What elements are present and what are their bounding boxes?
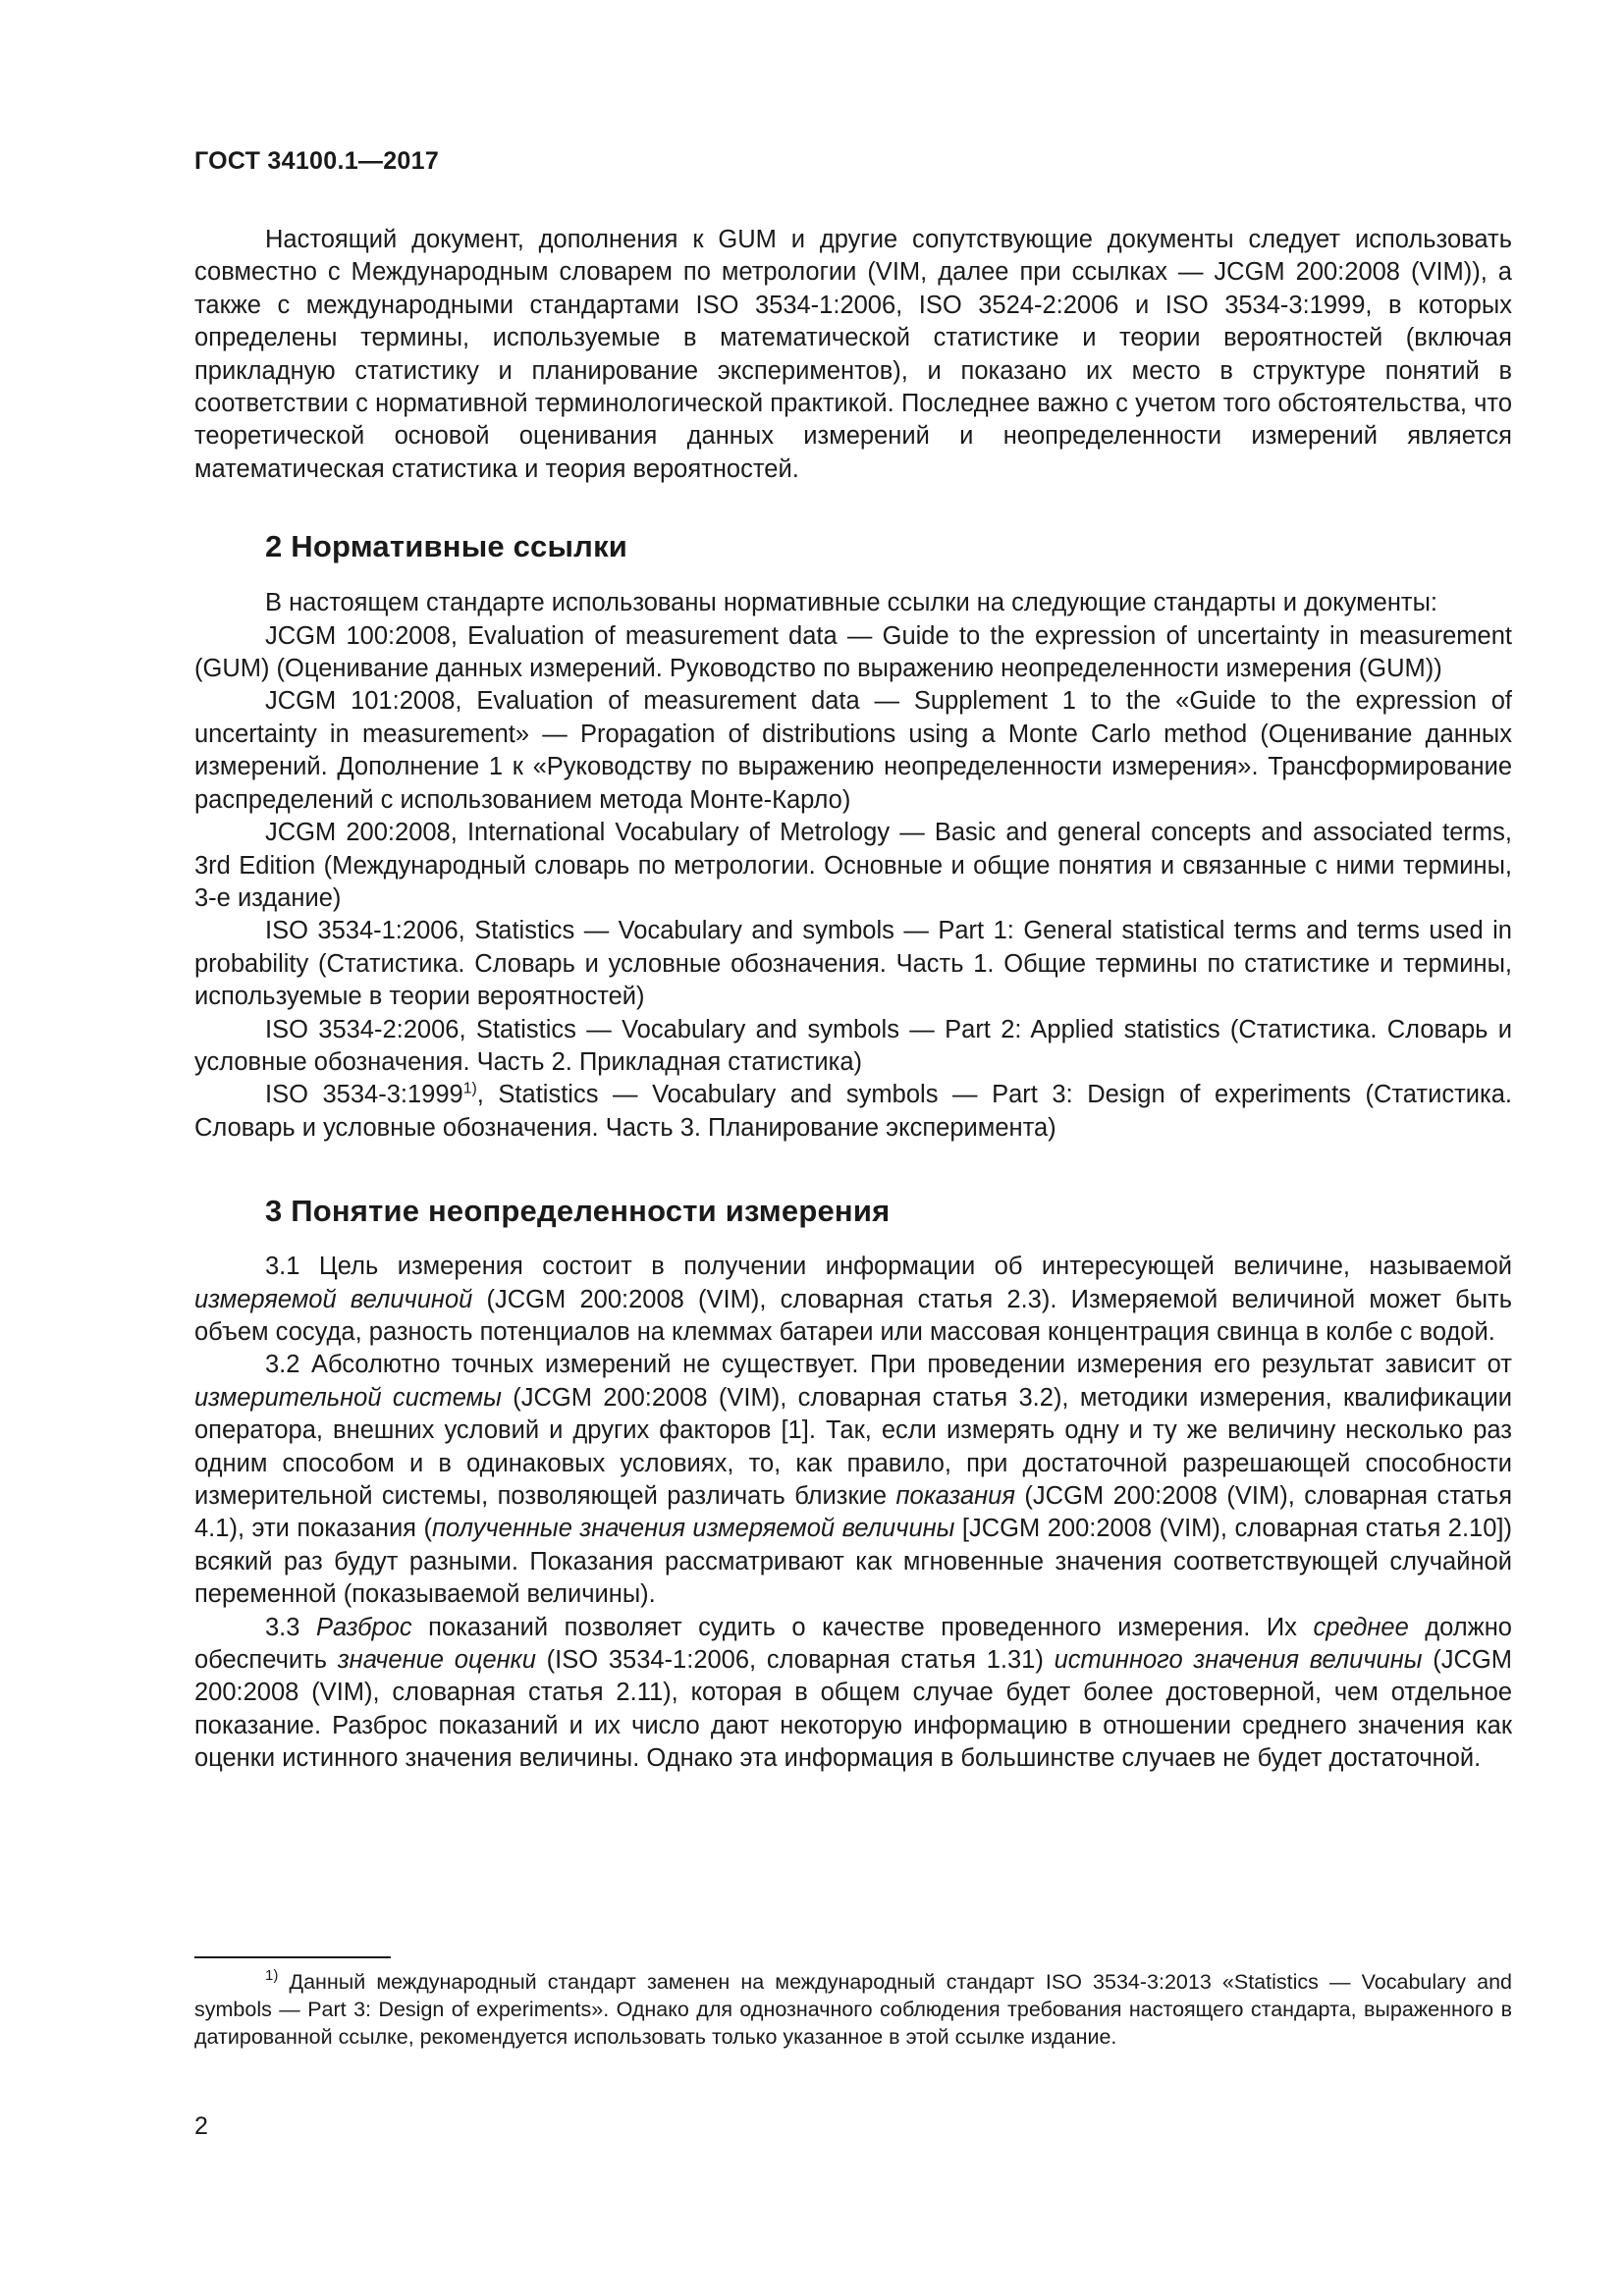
term-italic: значение оценки	[337, 1646, 536, 1675]
term-italic: показания	[895, 1482, 1015, 1510]
reference-item	[194, 1079, 1512, 1145]
section-2-heading: 2 Нормативные ссылки	[265, 529, 628, 564]
intro-paragraph: Настоящий документ, дополнения к GUM и другие сопутствующие документы следует использовать совместно с Международным словарем по метрологии (VIM, далее при ссылках — JCGM 200:2008 (VIM)), а также с международными стандартами ISO 3534-1:2006, ISO 3524-2:2006 и ISO 3534-3:1999, в которых определены термины, используемые в математической статистике и теории вероятностей (включая прикладную статистику и планирование экспериментов), и показано их место в структуре понятий в соответствии с нормативной терминологической практикой. Последнее важно с учетом того обстоятельства, что теоретической основой оценивания данных измерений и неопределенности измерений является математическая статистика и теория вероятностей.	[194, 226, 1512, 483]
page-number: 2	[194, 2112, 208, 2140]
standard-designation: ГОСТ 34100.1—2017	[194, 147, 440, 175]
term-italic: среднее	[1313, 1613, 1409, 1641]
footnote-marker: 1)	[462, 1080, 477, 1097]
footnote-marker: 1)	[265, 1966, 279, 1984]
reference-item: JCGM 100:2008, Evaluation of measurement data — Guide to the expression of uncertainty in measurement (GUM) (Оценивание данных измерений. Руководство по выражению неопределенности измерения (GUM))	[194, 621, 1512, 683]
section-2-lead: В настоящем стандарте использованы нормативные ссылки на следующие стандарты и документы:	[265, 589, 1437, 617]
section-3-heading: 3 Понятие неопределенности измерения	[265, 1194, 891, 1229]
reference-item: ISO 3534-1:2006, Statistics — Vocabulary and symbols — Part 1: General statistical terms and terms used in probability (Статистика. Словарь и условные обозначения. Часть 1. Общие термины по статистике и термины, используемые в теории вероятностей)	[194, 917, 1512, 1011]
clause-3-3: 3.3 Разброс показаний позволяет судить о качестве проведенного измерения. Их среднее должно обеспечить значение оценки (ISO 3534-1:2006, словарная статья 1.31) истинного значения величины (JCGM 200:2008 (VIM), словарная статья 2.11), которая в общем случае будет более достоверной, чем отдельное показание. Разброс показаний и их число дают некоторую информацию в отношении среднего значения как оценки истинного значения величины. Однако эта информация в большинстве случаев не будет достаточной.	[194, 1613, 1513, 1773]
reference-item: JCGM 101:2008, Evaluation of measurement data — Supplement 1 to the «Guide to the expression of uncertainty in measurement» — Propagation of distributions using a Monte Carlo method (Оценивание данных измерений. Дополнение 1 к «Руководству по выражению неопределенности измерения». Трансформирование распределений с использованием метода Монте-Карло)	[194, 687, 1512, 814]
document-body	[194, 224, 1512, 1776]
clause-3-2: 3.2 Абсолютно точных измерений не существует. При проведении измерения его результат зависит от измерительной системы (JCGM 200:2008 (VIM), словарная статья 3.2), методики измерения, квалификации оператора, внешних условий и других факторов [1]. Так, если измерять одну и ту же величину несколько раз одним способом и в одинаковых условиях, то, как правило, при достаточной разрешающей способности измерительной системы, позволяющей различать близкие показания (JCGM 200:2008 (VIM), словарная статья 4.1), эти показания (полученные значения измеряемой величины [JCGM 200:2008 (VIM), словарная статья 2.10]) всякий раз будут разными. Показания рассматривают как мгновенные значения соответствующей случайной переменной (показываемой величины).	[194, 1351, 1512, 1609]
reference-text: , Statistics — Vocabulary and symbols — Part 3: Design of experiments (Статистика. Словарь и условные обозначения. Часть 3. Планирование эксперимента)	[194, 1081, 1512, 1142]
term-italic: истинного значения величины	[1054, 1646, 1423, 1675]
term-italic: измеряемой величиной	[194, 1285, 473, 1313]
footnote-text: Данный международный стандарт заменен на международный стандарт ISO 3534-3:2013 «Statistics — Vocabulary and symbols — Part 3: Design of experiments». Однако для однозначного соблюдения требования настоящего стандарта, выраженного в датированной ссылке, рекомендуется использовать только указанное в этой ссылке издание.	[194, 1970, 1512, 2049]
reference-code: ISO 3534-3:1999	[265, 1081, 463, 1109]
section-2-content	[194, 587, 1512, 1145]
section-3-content	[194, 1251, 1512, 1776]
clause-3-1: 3.1 Цель измерения состоит в получении информации об интересующей величине, называемой измеряемой величиной (JCGM 200:2008 (VIM), словарная статья 2.3). Измеряемой величиной может быть объем сосуда, разность потенциалов на клеммах батареи или массовая концентрация свинца в колбе с водой.	[194, 1253, 1512, 1346]
term-italic: Разброс	[315, 1613, 412, 1641]
reference-item: JCGM 200:2008, International Vocabulary of Metrology — Basic and general concepts and associated terms, 3rd Edition (Международный словарь по метрологии. Основные и общие понятия и связанные с ними термины, 3-е издание)	[194, 819, 1512, 912]
term-italic: полученные значения измеряемой величины	[431, 1515, 955, 1543]
footnote-separator	[194, 1956, 391, 1958]
term-italic: измерительной системы	[194, 1383, 502, 1412]
footnote	[194, 1968, 1512, 2051]
reference-item: ISO 3534-2:2006, Statistics — Vocabulary and symbols — Part 2: Applied statistics (Статистика. Словарь и условные обозначения. Часть 2. Прикладная статистика)	[194, 1015, 1512, 1076]
